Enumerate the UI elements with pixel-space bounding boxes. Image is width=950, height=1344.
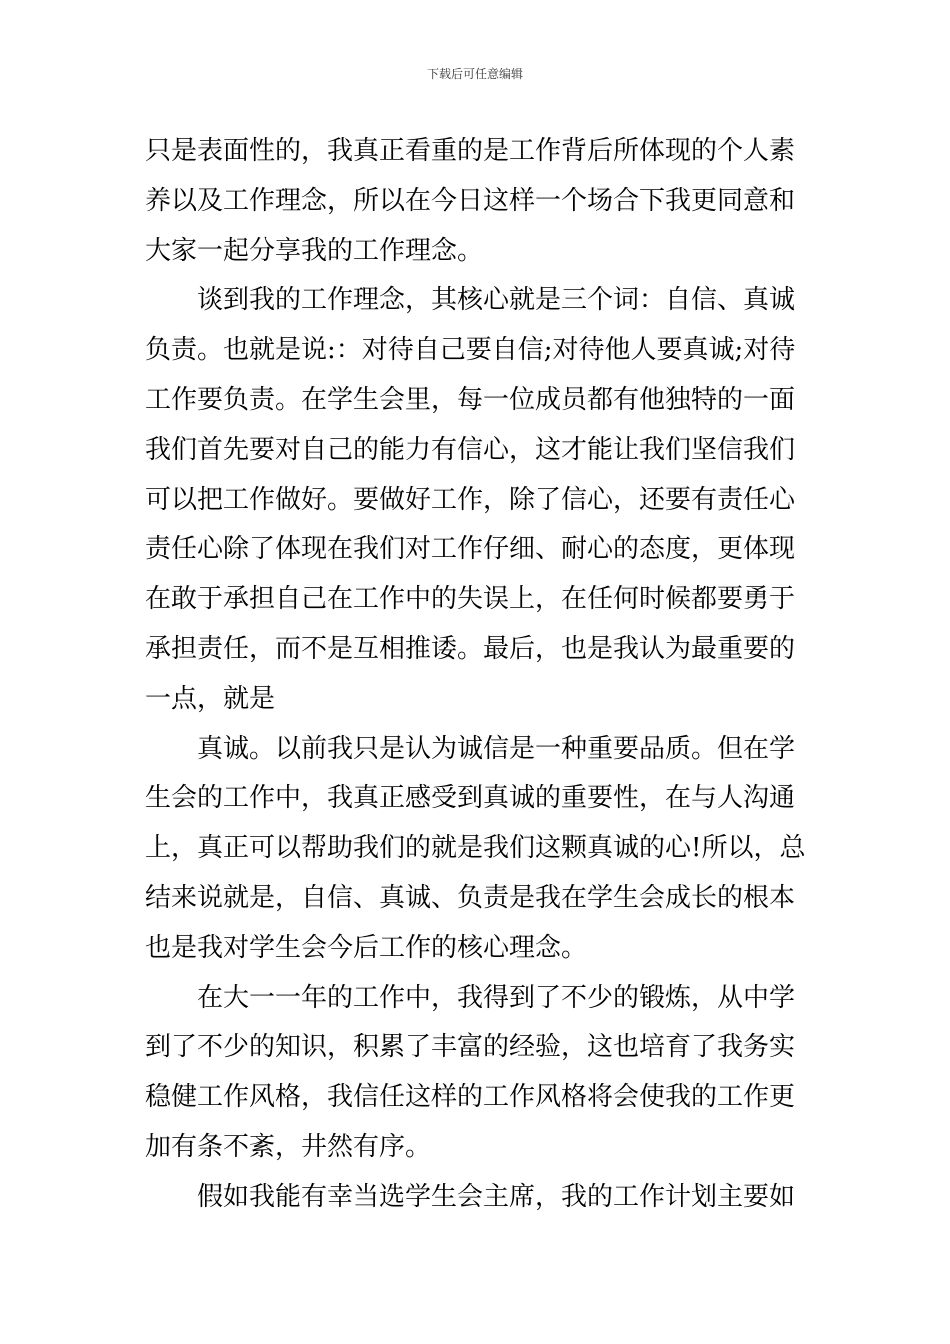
text-line: 承担责任，而不是互相推诿。最后，也是我认为最重要的 [145, 633, 796, 664]
text-line: 谈到我的工作理念，其核心就是三个词：自信、真诚 [197, 285, 796, 316]
text-line: 负责。也就是说:：对待自己要自信;对待他人要真诚;对待 [145, 335, 796, 366]
page-header: 下载后可任意编辑 [426, 67, 523, 81]
text-line: 也是我对学生会今后工作的核心理念。 [145, 932, 588, 963]
text-line: 在大一一年的工作中，我得到了不少的锻炼，从中学 [197, 982, 796, 1013]
text-line: 工作要负责。在学生会里，每一位成员都有他独特的一面 [145, 384, 796, 415]
text-line: 可以把工作做好。要做好工作，除了信心，还要有责任心 [145, 484, 796, 515]
text-line: 我们首先要对自己的能力有信心，这才能让我们坚信我们 [145, 434, 796, 465]
text-line: 大家一起分享我的工作理念。 [145, 235, 484, 266]
text-line: 稳健工作风格，我信任这样的工作风格将会使我的工作更 [145, 1082, 796, 1113]
text-line: 假如我能有幸当选学生会主席，我的工作计划主要如 [197, 1181, 796, 1212]
text-line: 真诚。以前我只是认为诚信是一种重要品质。但在学 [197, 733, 796, 764]
text-line: 养以及工作理念，所以在今日这样一个场合下我更同意和 [145, 185, 796, 216]
text-line: 责任心除了体现在我们对工作仔细、耐心的态度，更体现 [145, 534, 796, 565]
text-line: 加有条不紊，井然有序。 [145, 1131, 432, 1162]
document-body [145, 127, 815, 1223]
text-line: 到了不少的知识，积累了丰富的经验，这也培育了我务实 [145, 1032, 796, 1063]
text-line: 只是表面性的，我真正看重的是工作背后所体现的个人素 [145, 136, 796, 166]
text-line: 生会的工作中，我真正感受到真诚的重要性，在与人沟通 [145, 783, 796, 814]
text-line: 结来说就是，自信、真诚、负责是我在学生会成长的根本 [145, 882, 796, 913]
text-line: 上，真正可以帮助我们的就是我们这颗真诚的心!所以，总 [145, 833, 806, 864]
text-line: 一点，就是 [145, 683, 276, 714]
text-line: 在敢于承担自己在工作中的失误上，在任何时候都要勇于 [145, 584, 796, 615]
